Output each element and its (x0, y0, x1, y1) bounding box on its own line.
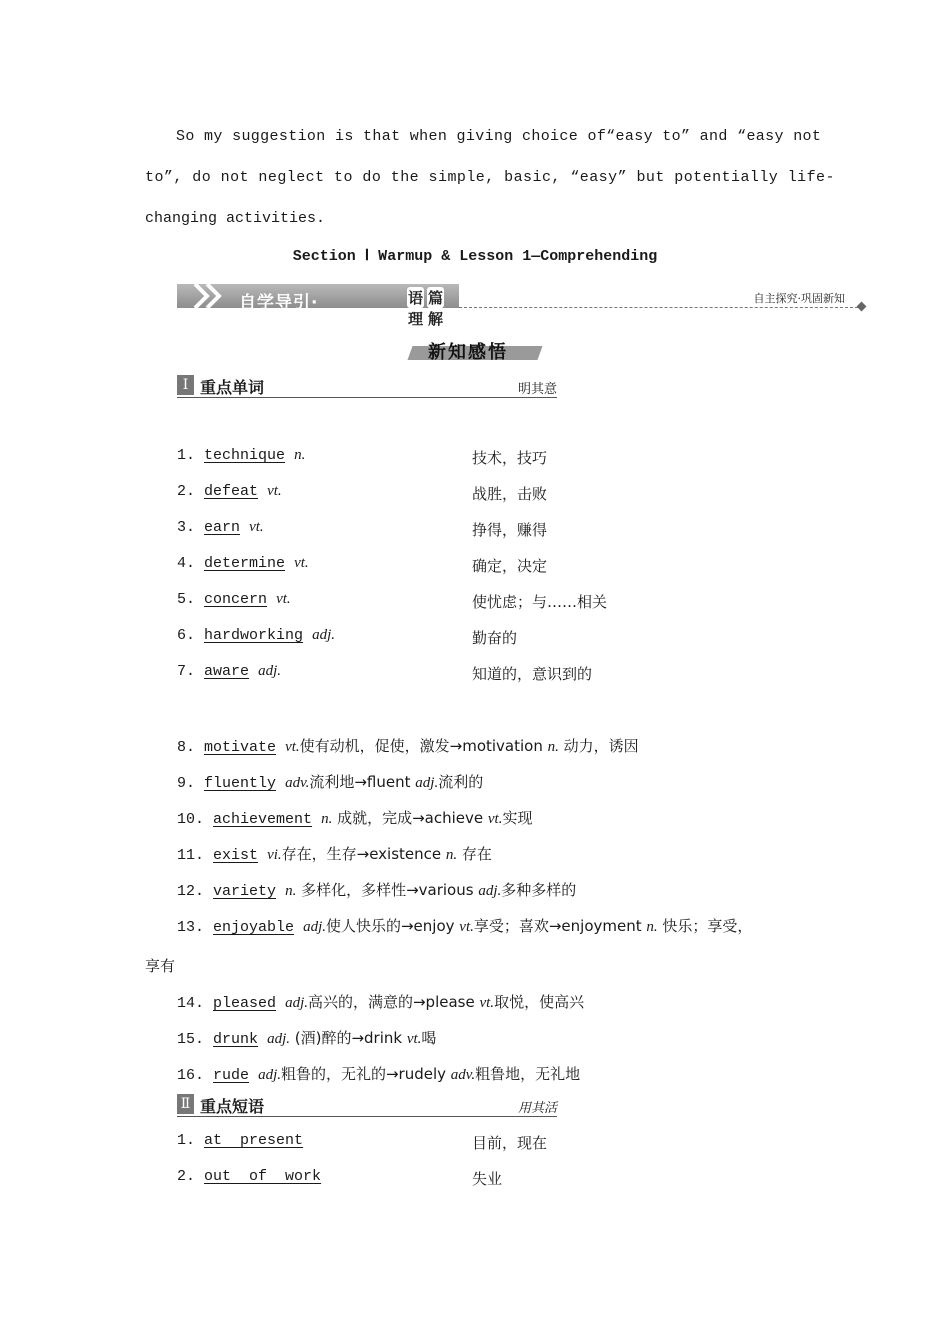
vocab-word: defeat (204, 483, 259, 500)
phrase-word: at present (204, 1132, 304, 1149)
part-of-speech: vi. (267, 847, 282, 863)
wrapped-text: 享有 (145, 957, 176, 975)
heading-title: 重点短语 (200, 1097, 265, 1116)
part-of-speech: adj. (303, 919, 326, 935)
vocab-meaning: 存在，生存→existence (281, 845, 446, 863)
vocab-word: determine (204, 555, 286, 572)
item-number: 2. (177, 1168, 196, 1185)
part-of-speech: vt. (479, 995, 495, 1011)
heading-number: Ⅰ (177, 375, 194, 395)
item-number: 16. (177, 1067, 205, 1084)
double-chevron-icon (191, 282, 241, 310)
banner-sub-text (407, 287, 459, 329)
part-of-speech: adj. (267, 1031, 290, 1047)
phrase-meaning: 失业 (472, 1170, 503, 1188)
vocab-meaning: 多种多样的 (501, 881, 577, 899)
vocab-word: enjoyable (213, 919, 295, 936)
vocab-meaning: 流利的 (438, 773, 484, 791)
banner-sub-char: 解 (428, 310, 444, 328)
vocab-word: fluently (204, 775, 277, 792)
list-item (177, 991, 584, 1013)
list-item (177, 879, 576, 901)
part-of-speech: vt. (285, 739, 300, 755)
intro-line-3: changing activities. (145, 210, 326, 227)
part-of-speech: adj. (285, 995, 308, 1011)
vocab-meaning: 存在 (457, 845, 492, 863)
banner-bar (177, 284, 459, 328)
list-item (177, 1063, 580, 1085)
list-item (177, 843, 492, 865)
vocab-meaning: 挣得，赚得 (472, 521, 548, 539)
vocab-meaning: 快乐；享受， (657, 917, 753, 935)
vocab-word: aware (204, 663, 250, 680)
part-of-speech: n. (294, 447, 306, 463)
part-of-speech: vt. (267, 483, 282, 499)
phrase-meaning: 目前，现在 (472, 1134, 548, 1152)
vocab-meaning: 使有动机，促使，激发→motivation (299, 737, 548, 755)
vocab-word: achievement (213, 811, 313, 828)
vocab-meaning: 粗鲁地，无礼地 (475, 1065, 581, 1083)
banner-main-text: 自学导引· (239, 293, 319, 313)
part-of-speech: vt. (276, 591, 291, 607)
item-number: 9. (177, 775, 196, 792)
subsection-label (410, 338, 540, 364)
banner-sub-char: 语 (408, 289, 424, 307)
part-of-speech: vt. (294, 555, 309, 571)
heading-title: 重点单词 (200, 378, 265, 397)
vocab-word: variety (213, 883, 277, 900)
vocab-meaning: 确定，决定 (472, 557, 548, 575)
item-number: 6. (177, 627, 196, 644)
vocab-meaning: 技术，技巧 (472, 449, 548, 467)
item-number: 14. (177, 995, 205, 1012)
part-of-speech: adv. (285, 775, 310, 791)
item-number: 3. (177, 519, 196, 536)
banner-divider (459, 307, 863, 308)
item-number: 1. (177, 447, 196, 464)
item-number: 13. (177, 919, 205, 936)
part-of-speech: adj. (258, 663, 281, 679)
vocab-heading (177, 375, 557, 398)
part-of-speech: vt. (459, 919, 474, 935)
vocab-word: exist (213, 847, 259, 864)
vocab-word: earn (204, 519, 241, 536)
section-banner (177, 281, 867, 328)
list-item (177, 1027, 436, 1049)
list-item (177, 591, 291, 613)
vocab-meaning: 粗鲁的，无礼的→rudely (280, 1065, 451, 1083)
part-of-speech: vt. (487, 811, 503, 827)
vocab-meaning: 实现 (502, 809, 533, 827)
vocab-meaning: 使人快乐的→enjoy (325, 917, 460, 935)
item-number: 15. (177, 1031, 205, 1048)
subsection-label-text: 新知感悟 (428, 342, 508, 363)
list-item (177, 1168, 321, 1190)
vocab-word: pleased (213, 995, 277, 1012)
list-item (177, 555, 309, 577)
part-of-speech: n. (547, 739, 559, 755)
vocab-meaning: 战胜，击败 (472, 485, 548, 503)
vocab-word: hardworking (204, 627, 304, 644)
item-number: 5. (177, 591, 196, 608)
phrase-heading (177, 1094, 557, 1117)
item-number: 10. (177, 811, 205, 828)
vocab-meaning: 勤奋的 (472, 629, 518, 647)
list-item (177, 915, 752, 937)
list-item (177, 627, 335, 649)
vocab-meaning: 高兴的，满意的→please (307, 993, 480, 1011)
banner-right-text: 自主探究·巩固新知 (753, 292, 845, 305)
intro-line-2: to”, do not neglect to do the simple, basic, “easy” but potentially life- (145, 169, 835, 186)
vocab-word: drunk (213, 1031, 259, 1048)
vocab-meaning: 成就，完成→achieve (332, 809, 488, 827)
item-number: 12. (177, 883, 205, 900)
banner-sub-char: 篇 (428, 289, 444, 307)
list-item (177, 771, 483, 793)
item-number: 8. (177, 739, 196, 756)
vocab-word: technique (204, 447, 286, 464)
vocab-meaning: 动力，诱因 (558, 737, 639, 755)
heading-hint: 用其活 (517, 1101, 557, 1116)
part-of-speech: adj. (312, 627, 335, 643)
vocab-word: concern (204, 591, 268, 608)
vocab-meaning: 知道的，意识到的 (472, 665, 593, 683)
vocab-word: motivate (204, 739, 277, 756)
vocab-meaning: 取悦，使高兴 (494, 993, 585, 1011)
list-item (177, 447, 305, 469)
part-of-speech: n. (321, 811, 333, 827)
part-of-speech: n. (445, 847, 458, 863)
part-of-speech: adj. (415, 775, 439, 791)
vocab-meaning: 使忧虑；与……相关 (472, 593, 608, 611)
vocab-meaning: 多样化，多样性→various (296, 881, 479, 899)
part-of-speech: n. (646, 919, 658, 935)
part-of-speech: n. (285, 883, 297, 899)
heading-number: Ⅱ (177, 1094, 194, 1114)
diamond-icon (857, 302, 867, 312)
banner-sub-char: 理 (408, 310, 424, 328)
heading-hint: 明其意 (517, 382, 557, 397)
section-title: Section Ⅰ Warmup & Lesson 1—Comprehending (292, 248, 658, 265)
vocab-meaning: 流利地→fluent (309, 773, 416, 791)
list-item (177, 1132, 303, 1154)
item-number: 1. (177, 1132, 196, 1149)
intro-line-1: So my suggestion is that when giving choice of“easy to” and “easy not (176, 128, 822, 145)
list-item (177, 519, 264, 541)
phrase-word: out of work (204, 1168, 322, 1185)
list-item (177, 807, 532, 829)
part-of-speech: adj. (258, 1067, 281, 1083)
vocab-meaning: 喝 (421, 1029, 437, 1047)
part-of-speech: adj. (478, 883, 502, 899)
item-number: 11. (177, 847, 205, 864)
list-item (177, 735, 639, 757)
vocab-word: rude (213, 1067, 250, 1084)
item-number: 4. (177, 555, 196, 572)
item-number: 7. (177, 663, 196, 680)
list-item (177, 483, 282, 505)
part-of-speech: vt. (249, 519, 264, 535)
item-number: 2. (177, 483, 196, 500)
part-of-speech: adv. (450, 1067, 476, 1083)
part-of-speech: vt. (406, 1031, 422, 1047)
list-item (177, 663, 281, 685)
vocab-meaning: (酒)醉的→drink (289, 1029, 407, 1047)
vocab-meaning: 享受；喜欢→enjoyment (473, 917, 647, 935)
